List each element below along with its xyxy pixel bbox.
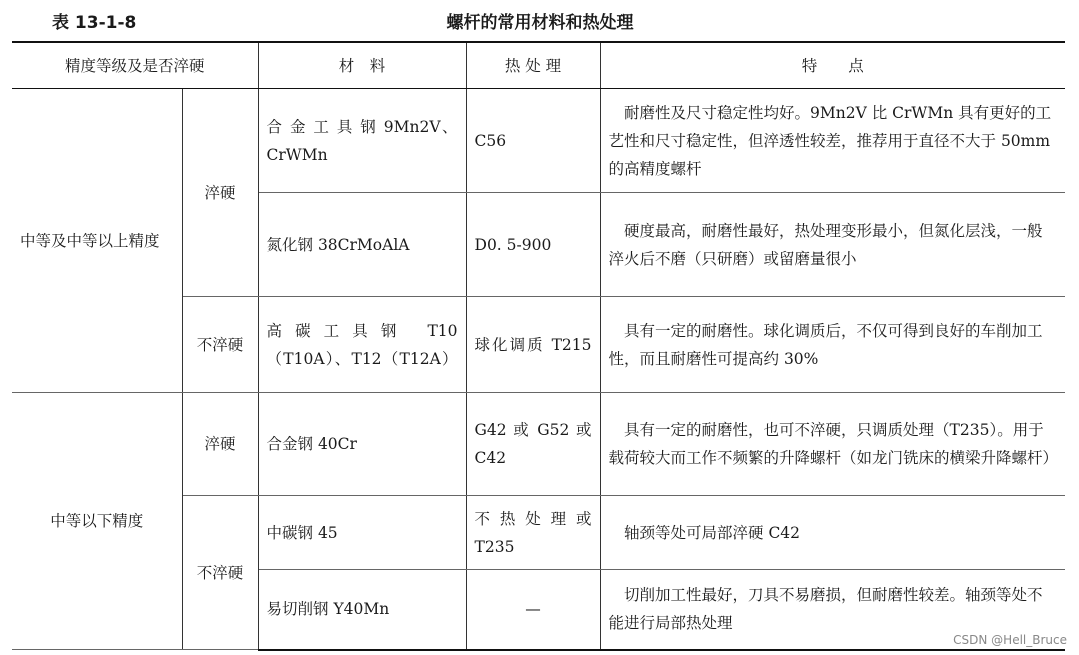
material-cell: 氮化钢 38CrMoAlA [258, 193, 466, 297]
feature-cell: 耐磨性及尺寸稳定性均好。9Mn2V 比 CrWMn 具有更好的工艺性和尺寸稳定性，但淬透性较差，推荐用于直径不大于 50mm 的高精度螺杆 [600, 89, 1065, 193]
hardening-cell: 淬硬 [182, 89, 258, 297]
heat-treatment-cell: C56 [466, 89, 600, 193]
material-cell: 中碳钢 45 [258, 496, 466, 570]
material-cell: 合金钢 40Cr [258, 393, 466, 496]
hardening-cell: 不淬硬 [182, 496, 258, 650]
header-material: 材 料 [258, 42, 466, 89]
material-cell: 合 金 工 具 钢 9Mn2V、CrWMn [258, 89, 466, 193]
hardening-cell: 不淬硬 [182, 297, 258, 393]
material-cell: 易切削钢 Y40Mn [258, 570, 466, 650]
header-row [12, 42, 1065, 89]
grade-cell: 中等及中等以上精度 [12, 89, 182, 393]
watermark: CSDN @Hell_Bruce [953, 633, 1067, 647]
feature-cell: 硬度最高，耐磨性最好，热处理变形最小，但氮化层浅，一般淬火后不磨（只研磨）或留磨量很小 [600, 193, 1065, 297]
feature-cell: 具有一定的耐磨性。球化调质后，不仅可得到良好的车削加工性，而且耐磨性可提高约 30% [600, 297, 1065, 393]
heat-treatment-cell: 球化调质 T215 [466, 297, 600, 393]
table-row [12, 89, 1065, 193]
header-feature: 特 点 [600, 42, 1065, 89]
table-number: 表 13-1-8 [52, 13, 137, 33]
heat-treatment-cell: — [466, 570, 600, 650]
heat-treatment-cell: G42 或 G52 或 C42 [466, 393, 600, 496]
feature-cell: 轴颈等处可局部淬硬 C42 [600, 496, 1065, 570]
heat-treatment-cell: D0. 5-900 [466, 193, 600, 297]
hardening-cell: 淬硬 [182, 393, 258, 496]
table-row [12, 393, 1065, 496]
heat-treatment-cell: 不热处理或 T235 [466, 496, 600, 570]
materials-table [12, 41, 1065, 651]
header-heat-treatment: 热 处 理 [466, 42, 600, 89]
table-title: 螺杆的常用材料和热处理 [446, 13, 634, 33]
feature-cell: 具有一定的耐磨性，也可不淬硬，只调质处理（T235）。用于载荷较大而工作不频繁的升降螺杆（如龙门铣床的横梁升降螺杆） [600, 393, 1065, 496]
feature-cell: 切削加工性最好，刀具不易磨损，但耐磨性较差。轴颈等处不能进行局部热处理 [600, 570, 1065, 650]
header-grade: 精度等级及是否淬硬 [12, 42, 258, 89]
grade-cell: 中等以下精度 [12, 393, 182, 650]
material-cell: 高碳工具钢 T10（T10A）、T12（T12A） [258, 297, 466, 393]
